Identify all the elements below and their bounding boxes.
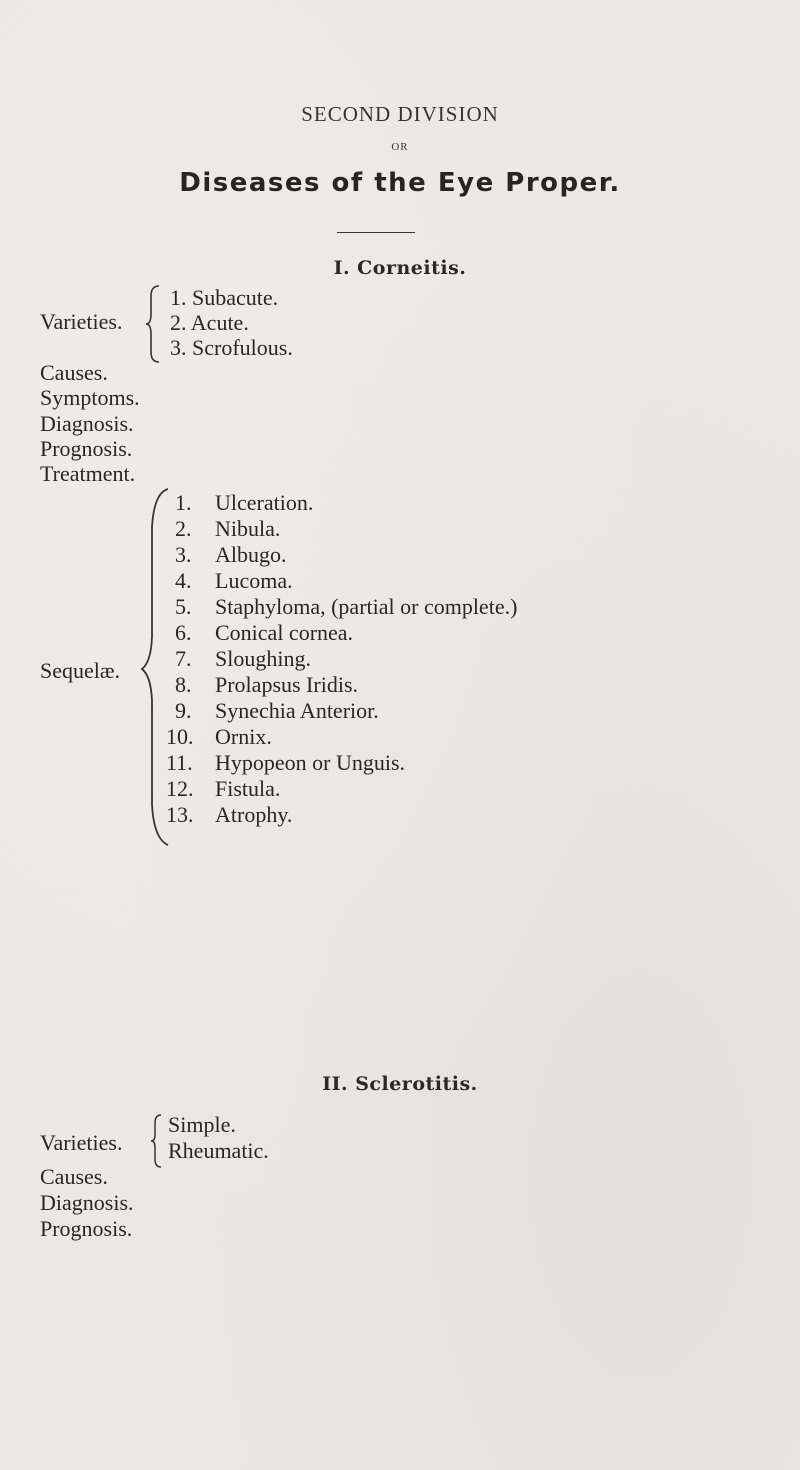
topic-causes: Causes. [40, 1164, 108, 1189]
sequela-text: Synechia Anterior. [215, 698, 379, 723]
division-heading: SECOND DIVISION [301, 102, 499, 126]
division-title: Diseases of the Eye Proper. [179, 168, 621, 198]
sequela-text: Albugo. [215, 542, 287, 567]
title-rule [337, 232, 415, 233]
varieties-label: Varieties. [40, 309, 123, 334]
topic-diagnosis: Diagnosis. [40, 411, 134, 436]
sequela-number: 2. [175, 516, 192, 541]
sequela-text: Fistula. [215, 776, 281, 801]
topic-symptoms: Symptoms. [40, 385, 140, 410]
sequela-number: 11. [166, 750, 193, 775]
sequela-text: Conical cornea. [215, 620, 354, 645]
varieties-brace [145, 284, 163, 364]
sequela-text: Atrophy. [215, 802, 293, 827]
sequela-number: 7. [175, 646, 192, 671]
sequela-text: Lucoma. [215, 568, 293, 593]
topic-prognosis: Prognosis. [40, 1216, 133, 1241]
variety-item: 3. Scrofulous. [170, 335, 293, 360]
variety-item: 1. Subacute. [170, 285, 279, 310]
section-heading-corneitis: I. Corneitis. [333, 257, 467, 279]
division-or: OR [391, 141, 409, 153]
variety-item: Rheumatic. [168, 1138, 269, 1163]
sequela-text: Staphyloma, (partial or complete.) [215, 594, 518, 619]
sequela-text: Ulceration. [215, 490, 314, 515]
sequela-number: 6. [175, 620, 192, 645]
variety-item: 2. Acute. [170, 310, 249, 335]
sequela-number: 4. [175, 568, 192, 593]
sequela-text: Hypopeon or Unguis. [215, 750, 406, 775]
sequela-number: 12. [166, 776, 194, 801]
sequela-number: 9. [175, 698, 192, 723]
topic-treatment: Treatment. [40, 461, 136, 486]
sequela-number: 8. [175, 672, 192, 697]
topic-diagnosis: Diagnosis. [40, 1190, 134, 1215]
sequela-text: Prolapsus Iridis. [215, 672, 358, 697]
varieties-brace [150, 1113, 164, 1169]
sequela-number: 13. [166, 802, 194, 827]
topic-causes: Causes. [40, 360, 108, 385]
sequela-text: Sloughing. [215, 646, 311, 671]
sequela-number: 3. [175, 542, 192, 567]
topic-prognosis: Prognosis. [40, 436, 133, 461]
sequela-number: 5. [175, 594, 192, 619]
sequela-text: Nibula. [215, 516, 281, 541]
varieties-label: Varieties. [40, 1130, 123, 1155]
sequela-number: 1. [175, 490, 192, 515]
sequela-text: Ornix. [215, 724, 272, 749]
variety-item: Simple. [168, 1112, 236, 1137]
sequela-number: 10. [166, 724, 194, 749]
sequelae-label: Sequelæ. [40, 658, 121, 683]
section-heading-sclerotitis: II. Sclerotitis. [322, 1073, 478, 1095]
